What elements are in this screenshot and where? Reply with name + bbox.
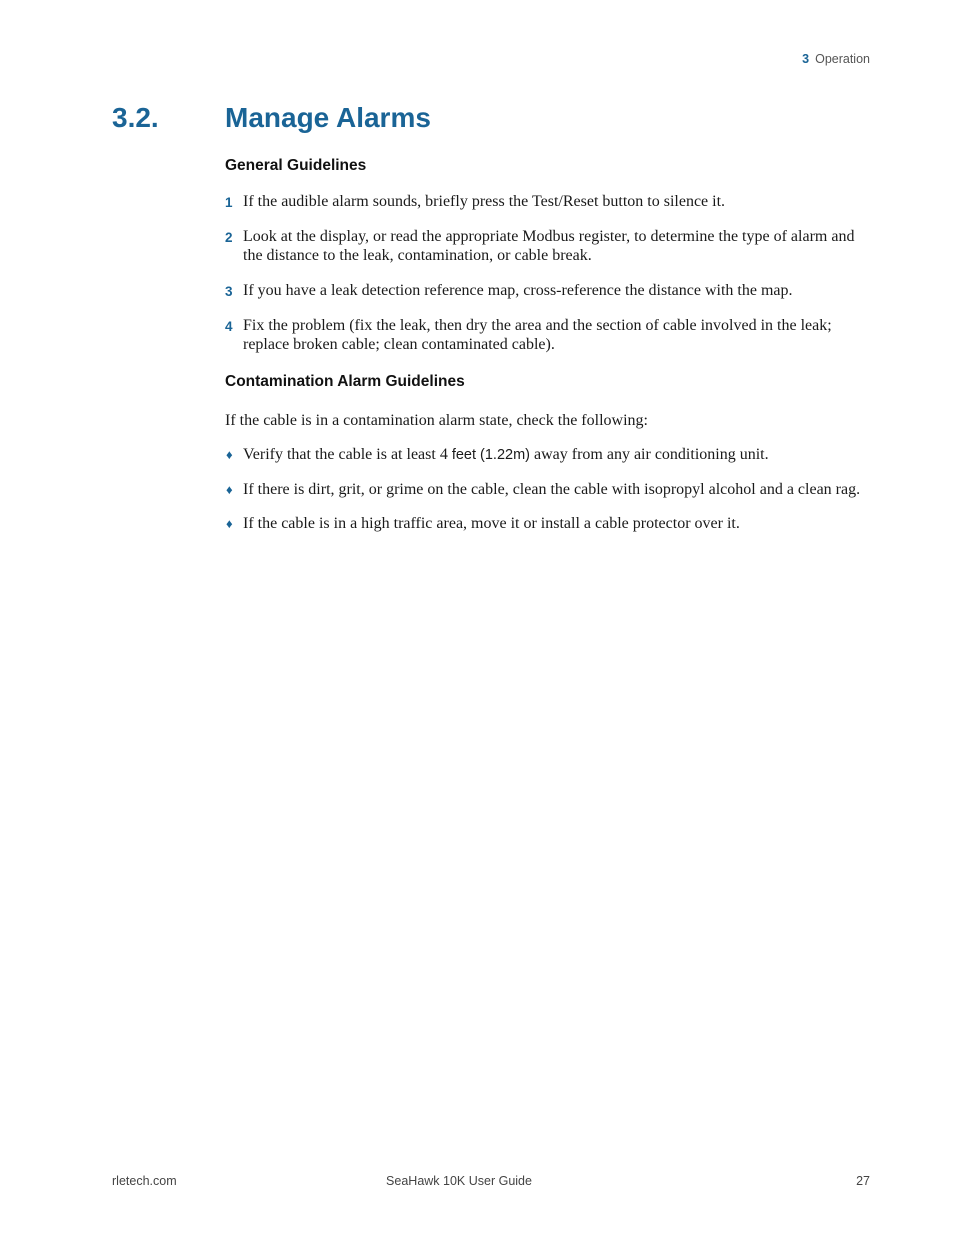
step-number: 2 xyxy=(225,230,233,245)
section-number: 3.2. xyxy=(112,102,159,133)
general-steps-list xyxy=(225,192,870,354)
step-text: Look at the display, or read the appropriate Modbus register, to determine the type of alarm and the distance to the leak, contamination, or cable break. xyxy=(243,228,855,264)
general-guidelines-heading: General Guidelines xyxy=(225,157,367,174)
page-content xyxy=(225,157,870,533)
contamination-bullets xyxy=(225,445,870,533)
contamination-guidelines-heading: Contamination Alarm Guidelines xyxy=(225,373,465,390)
footer-guide-title: SeaHawk 10K User Guide xyxy=(386,1174,532,1188)
bullet-item xyxy=(225,445,870,465)
step-item xyxy=(225,281,870,300)
bullet-text-post: away from any air conditioning unit. xyxy=(529,446,769,463)
running-header xyxy=(802,52,870,66)
page-number: 27 xyxy=(856,1174,870,1188)
footer-website: rletech.com xyxy=(112,1174,177,1188)
contamination-intro: If the cable is in a contamination alarm state, check the following: xyxy=(225,412,648,429)
step-item xyxy=(225,227,870,265)
distance-value: feet (1.22m) xyxy=(451,447,530,463)
bullet-text: If there is dirt, grit, or grime on the cable, clean the cable with isopropyl alcohol and a clean rag. xyxy=(243,481,861,498)
step-number: 4 xyxy=(225,319,233,334)
chapter-title: Operation xyxy=(815,52,870,66)
step-number: 1 xyxy=(225,195,233,210)
bullet-item xyxy=(225,480,870,499)
bullet-item xyxy=(225,514,870,533)
diamond-bullet-icon: ♦ xyxy=(226,516,233,531)
step-number: 3 xyxy=(225,284,233,299)
step-text: If you have a leak detection reference map, cross-reference the distance with the map. xyxy=(243,282,793,299)
bullet-text: If the cable is in a high traffic area, move it or install a cable protector over it. xyxy=(243,515,740,532)
step-text: If the audible alarm sounds, briefly press the Test/Reset button to silence it. xyxy=(243,193,726,210)
chapter-number: 3 xyxy=(802,52,810,66)
step-item xyxy=(225,316,870,354)
step-item xyxy=(225,192,870,211)
diamond-bullet-icon: ♦ xyxy=(226,482,233,497)
bullet-text-pre: Verify that the cable is at least 4 xyxy=(243,446,452,463)
step-text: Fix the problem (fix the leak, then dry the area and the section of cable involved in the leak; replace broken cable; clean contaminated cable). xyxy=(243,317,832,353)
section-title: Manage Alarms xyxy=(225,102,431,133)
diamond-bullet-icon: ♦ xyxy=(226,447,233,462)
